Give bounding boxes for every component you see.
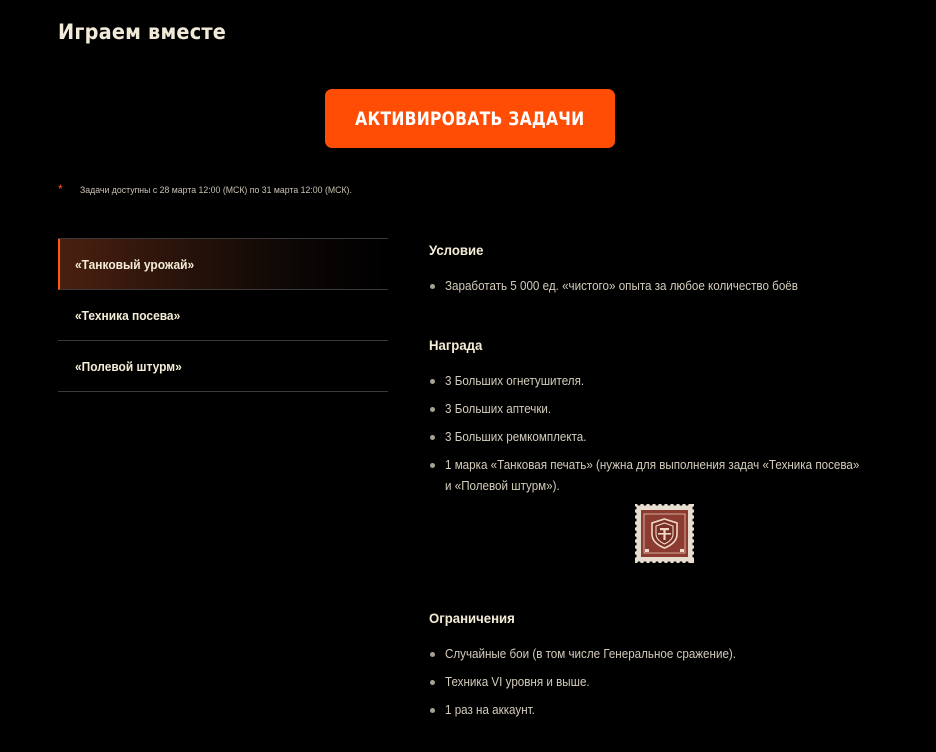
- reward-list: [429, 371, 889, 497]
- availability-note-text: Задачи доступны с 28 марта 12:00 (МСК) по 31 марта 12:00 (МСК).: [80, 185, 352, 196]
- list-item: [429, 276, 889, 297]
- list-item: [429, 455, 897, 497]
- task-tab-label: «Танковый урожай»: [75, 256, 195, 272]
- list-item-text: Случайные бои (в том числе Генеральное сражение).: [445, 647, 737, 661]
- list-item: [429, 427, 889, 448]
- list-item-text: 1 раз на аккаунт.: [445, 703, 535, 717]
- list-item: [429, 371, 889, 392]
- limits-title: Ограничения: [429, 610, 515, 626]
- task-tab-tank-harvest[interactable]: [58, 239, 388, 290]
- task-tab-label: «Техника посева»: [75, 307, 181, 323]
- list-item-text: Техника VI уровня и выше.: [445, 675, 590, 689]
- list-item-text: 1 марка «Танковая печать» (нужна для выполнения задач «Техника посева» и «Полевой штурм»).: [445, 458, 860, 493]
- page-title: Играем вместе: [58, 20, 227, 44]
- list-item-text: 3 Больших ремкомплекта.: [445, 430, 587, 444]
- list-item: [429, 700, 889, 721]
- task-tab-sowing-technique[interactable]: [58, 290, 388, 341]
- tank-seal-stamp-icon: [635, 504, 694, 563]
- activate-tasks-button[interactable]: [325, 89, 615, 148]
- condition-title: Условие: [429, 242, 484, 258]
- availability-note: [58, 182, 376, 196]
- tasks-list: [58, 238, 388, 392]
- condition-list: [429, 276, 889, 297]
- list-item-text: Заработать 5 000 ед. «чистого» опыта за любое количество боёв: [445, 279, 798, 293]
- list-item: [429, 672, 889, 693]
- list-item-text: 3 Больших аптечки.: [445, 402, 552, 416]
- reward-title: Награда: [429, 337, 483, 353]
- limits-list: [429, 644, 889, 721]
- list-item: [429, 399, 889, 420]
- task-tab-label: «Полевой штурм»: [75, 358, 182, 374]
- asterisk-icon: *: [58, 182, 63, 196]
- activate-tasks-label: АКТИВИРОВАТЬ ЗАДАЧИ: [355, 107, 585, 130]
- list-item: [429, 644, 889, 665]
- list-item-text: 3 Больших огнетушителя.: [445, 374, 585, 388]
- task-tab-field-assault[interactable]: [58, 341, 388, 392]
